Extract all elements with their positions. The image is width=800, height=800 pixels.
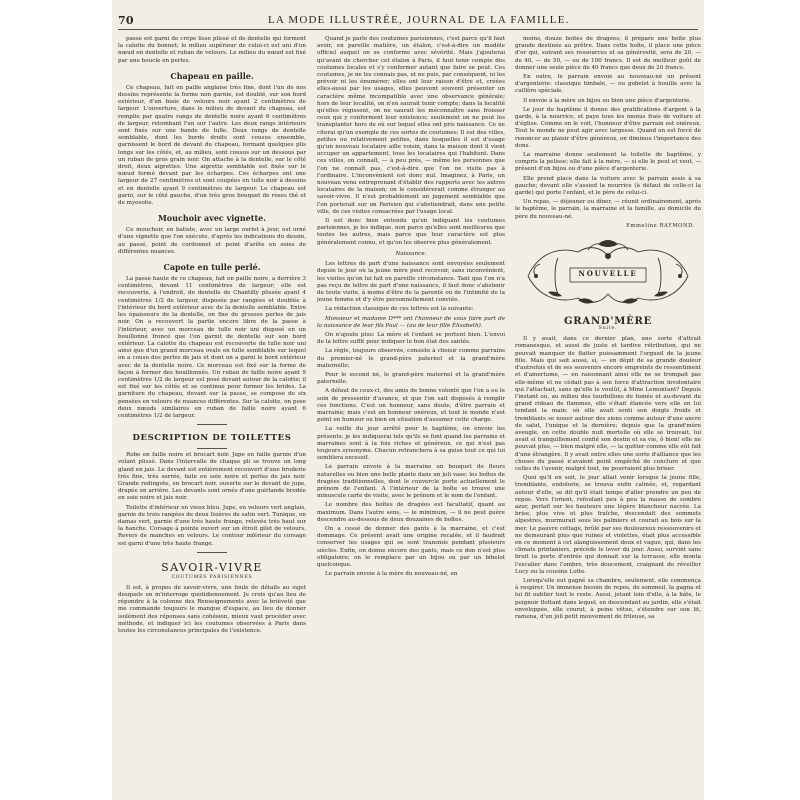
paragraph: Le nombre des boîtes de dragées est facultatif, quant au maximum. Dans l'autre sens, — le minimum, — il ne peut guère descendre au-dessous de deux douzaines de boîtes. [317, 502, 505, 523]
section-title-capote: Capote en tulle perlé. [163, 262, 261, 273]
divider [197, 424, 227, 425]
paragraph: Il est donc bien entendu qu'en indiquant les coutumes parisiennes, je les indique, non parce qu'elles sont meilleures que toutes les autres, mais parce que leur caractère est plus généralement connu, et qu'on les observe plus généralement. [317, 218, 505, 246]
paragraph: La passe haute de ce chapeau, fait en paille noire, a derrière 3 centimètres, devant 11 centimètres de largeur; elle est recouverte, à l'endroit, de dentelle de Chantilly plissée ayant 4 centimètres 1/2 de largeur, disposée par rangées et doublée à l'intérieur du bord extérieur avec de la dentelle semblable. Entre les épaisseurs de la dentelle, on fixe de grosses perles de jais noir. On a recouvert la partie encore libre de la passe à l'intérieur, avec un morceau de tulle noir uni disposé en un bouillonné froncé que l'on garnit de dentelle sur son bord extérieur. La calotte du chapeau est recouverte de tulle noir uni ainsi que d'un grand morceau ovale en tulle semblable sur lequel on a cousu des perles de jais et dont on a garni le bord extérieur avec de la dentelle noire. Ce morceau est fixé sur la forme de façon à former des bouillonnés. Un ruban de faille noire ayant 9 centimètres 1/2 de largeur est posé devant autour de la calotte; il est fixé sur les côtés et se continue pour former les brides. La garniture du chapeau, devant sur la passe, se compose de six pensées en velours de nuances différentes. Sur la calotte, on pose deux nœuds similaires en ruban de faille noire ayant 6 centimètres 1/2 de largeur. [118, 276, 306, 419]
paragraph: Il envoie à la mère un bijou ou bien une pièce d'argenterie. [523, 97, 692, 104]
header-rule [118, 29, 698, 30]
paragraph: Lorsqu'elle eut gagné sa chambre, seulement, elle commença à respirer. Un immense besoin de repos, de sommeil, la gagna et lui fit oublier tout le reste. Aussi, jetant loin d'elle, à la hâte, le peignoir flottant dans lequel, en descendant au jardin, elle s'était enveloppée, elle courut, à peine vêtue, s'étendre sur son lit, ramena, d'un joli petit mouvement de frileuse, sa [515, 577, 701, 620]
paragraph: Le parrain envoie à la marraine un bouquet de fleurs naturelles ou bien une belle plante dans un joli vase; les boîtes de dragées traditionnelles, dont le couvercle porte actuellement le prénom de l'enfant. A l'intérieur de la boîte se trouve une minuscule carte de visite, avec le prénom et le nom de l'enfant. [317, 464, 505, 500]
divider [197, 448, 227, 449]
section-title-chapeau: Chapeau en paille. [170, 70, 254, 81]
paragraph: Les lettres de part d'une naissance sont envoyées seulement depuis le jour où la jeune mère peut recevoir, sans inconvénient, les visites qu'on lui fait en pareille circonstance. Tant que l'on n'a pas reçu de lettre de part d'une naissance, il faut donc s'abstenir de toute visite, à moins d'être de la parenté ou de l'intimité de la jeune femme et d'y être personnellement conviée. [317, 261, 505, 304]
column-3 [515, 36, 701, 796]
journal-title: LA MODE ILLUSTRÉE, JOURNAL DE LA FAMILLE. [268, 14, 570, 26]
story-subtitle: Suite. [598, 326, 618, 332]
paragraph: Robe en faille noire et brocart noir. Jupe en faille garnie d'un volant plissé. Dans l'intervalle de chaque pli se trouve un long gland en jais. Le devant est entièrement recouvert d'une broderie très fine, très serrée, faite en soie noire et perles de jais noir. Grande redingote, en brocart noir, ouverte sur le devant de jupe, drapée en arrière. Les devants sont ornés d'une guirlande brodée en soie noire et jais noir. [118, 452, 306, 502]
page-number: 70 [118, 14, 134, 27]
section-title-savoir-vivre: SAVOIR-VIVRE [161, 560, 263, 574]
page [112, 0, 704, 800]
paragraph: Pour le second né, le grand-père maternel et la grand'mère paternelle. [317, 371, 505, 386]
banner-word: NOUVELLE [578, 269, 638, 279]
paragraph: On n'ajoute plus: La mère et l'enfant se portent bien. L'envoi de la lettre suffit pour indiquer le bon état des santés. [317, 331, 505, 346]
paragraph: La veille du jour arrêté pour le baptême, on envoie les présents; je les indiquerai tels qu'ils se font quand les parrains et marraines sont à la fois riches et généreux, ce qui n'est pas toujours synonyme. Chacun retranchera à sa guise tout ce qui lui semblera excessif. [317, 426, 505, 462]
section-subtitle: COUTUMES PARISIENNES [171, 574, 253, 580]
paragraph: Monsieur et madame D*** ont l'honneur de vous faire part de la naissance de leur fils Paul — (ou de leur fille Élisabeth). [317, 315, 505, 329]
paragraph: On a cessé de donner des gants à la marraine, et c'est dommage. Ce présent avait une origine recalée, et il faudrait conserver les usages qui se sont transmis pendant plusieurs siècles. Enfin, on donne encore des gants, mais ce don n'est plus obligatoire; on le remplace par un bijou ou par un bibelot quelconque. [317, 526, 505, 569]
paragraph: Quoi qu'il en soit, le jour allait venir lorsque la jeune fille, tremblante, endolorie, se trouva enfin calmée, et, regardant autour d'elle, se dit qu'il était temps d'aller prendre un peu de repos. Vers l'orient, refoulant peu à peu la masse de sombre azur, perlait sur les hauteurs une légère blancheur nacrée. La brise, plus vive et plus fraîche, descendait des sommets alpestres, murmurait sous les palmiers et courait au bois sur la mer. Le pauvre cottage, brûlé par ses douloureux ressouvenirs et ne demeurant plus que ruines et violettes, était plus accessible en ce moment à cet alanguissement doux et vague, qui, dans les climats printaniers, précède le lever du jour. Aussi, survint sans bruit la porte d'entrée qui donnait sur la terrasse, elle monta l'escalier dans l'ombre, très doucement, craignant de réveiller Lucy ou la cousine Lotte. [515, 475, 701, 575]
paragraph: La rédaction classique de ces lettres est la suivante: [325, 306, 474, 313]
paragraph: Il y avait, dans ce dernier plan, une sorte d'attrait romanesque, et aussi de juste et tardive rétribution, qui ne pouvait manquer de flatter puissamment l'orgueil de la jeune fille. Mais qui sait aussi, si, — en dépit de sa grande douleur d'autrefois et de ses souvenirs encore empreints de ressentiment et d'amertume, — en raisonnant ainsi elle ne se trompait pas elle-même et ne cédait pas à son force d'attraction involontaire qui l'attachait, sans qu'elle le voulût, à Mme Lemontant? Depuis l'instant où, au milieu des tourbillons de fumée et au-devant du grand rideau de flammes, elle s'était élancée vers elle en lui tendant la main; où elle avait senti son doigts froids et tremblants se nouer autour des siens comme autour d'une ancre de salut, l'unique et la dernière; depuis que la grand'mère aveugle, en cette double nuit mortelle où elle se trouvait, lui avait si tranquillement confié son destin et sa vie, ô bien! elle ne pouvait plus, — bien malgré elle, — la quitter comme elle eût fait d'une étrangère. Il y avait entre elles une sorte d'alliance que les choses du passé n'avaient point empêché de conclure et que celles de l'avenir, malgré tout, ne pourraient plus briser. [515, 336, 701, 472]
column-1 [118, 36, 306, 796]
paragraph: passe est garni de crêpe lisse plissé et de dentelle qui forment la calotte du bonnet; le milieu supérieur de celui-ci est uni d'un nœud en dentelle et ruban de velours. Le milieu du nœud est fixé par une boucle en perles. [118, 36, 306, 64]
paragraph: La règle, toujours observée, consiste à choisir comme parrains du premier-né le grand-père paternel et la grand'mère maternelle; [317, 348, 505, 369]
paragraph: La marraine donne seulement la toilette de baptême, y compris la pelisse; elle fait à la mère, — si elle le peut et veut, — présent d'un bijou ou d'une pièce d'argenterie. [515, 152, 701, 173]
paragraph: A défaut de ceux-ci, des amis de bonne volonté que l'on a eu le soin de pressentir d'avance, et que l'on sait disposés à remplir ces fonctions. C'est un honneur, sans doute, d'être parrain et marraine; mais c'est un honneur onéreux, et tout le monde n'est point en humeur ou bien en situation d'assumer cette charge. [317, 388, 505, 424]
paragraph: Il est, à propos de savoir-vivre, une foule de détails au sujet desquels on m'interroge quotidiennement. Je crois qu'au lieu de répondre à la colonne des Renseignements avec la brièveté que me commande toujours le manque d'espace, au lieu de donner isolément des réponses sans cohésion, mieux vaut procéder avec méthode, et indiquer ici les coutumes observées à Paris dans toutes les circonstances principales de l'existence. [118, 584, 306, 634]
paragraph: Le parrain envoie à la mère du nouveau-né, en [325, 571, 458, 578]
running-header [118, 14, 698, 28]
paragraph: Un repas, — déjeuner ou dîner, — réunit ordinairement, après le baptême, le parrain, la marraine et la famille, au domicile du père du nouveau-né. [515, 199, 701, 220]
divider [197, 552, 227, 553]
section-title-mouchoir: Mouchoir avec vignette. [157, 213, 267, 224]
paragraph: En outre, le parrain envoie au nouveau-né un présent d'argenterie: classique timbale, — ou gobelet à houille avec la cuillère spéciale. [515, 74, 701, 95]
paragraph: Ce mouchoir, en batiste, avec un large ourlet à jour, est orné d'une vignette que l'on exécute, d'après les indications du dessin, au passé, point de cordonnet et point d'arête en soies de différentes nuances. [118, 227, 306, 255]
paragraph: Quand je parle des coutumes parisiennes, c'est parce qu'il faut avoir, en pareille matière, un étalon, c'est-à-dire un modèle officiel auquel on se conforme avec sévérité. Mais j'ajouterai qu'avant de chercher cet étalon à Paris, il faut tenir compte des coutumes locales et s'y conformer autant que faire se peut. Ces coutumes, je ne les connais pas, et ne puis, par conséquent, ni les prévoir ni les énumérer; elles ont leur raison d'être et, créées elles-aussi par les usages, elles peuvent souvent présenter un caractère même incompatible avec une observance générale; hors de leur localité, on n'en saurait tenir compte; dans la localité qu'elles régissent, on ne saurait les méconnaître sans froisser ceux qui y conforment leur existence; seulement on ne peut les transplanter hors de où sur lequel elles ont pris naissance. Ce ne citerai qu'un exemple de ces sortes de coutumes: Il est des villes, petites ou relativement petites, dans lesquelles il est d'usage qu'un nouveau locataire aille voisin, dans la maison dont il vient occuper un appartement, tous les locataires qui l'habitent. Dans ces villes, on connaît, — à peu près, — même les personnes que l'on ne connaît pas, c'est-à-dire que l'on ne visite pas à l'ordinaire. L'inconvénient est donc nul. Imaginez, à Paris, un nouveau venu entreprenant d'établir des rapports avec les autres locataires de la maison; on le considérerait comme étranger au savoir-vivre. Il n'est probablement un jugement semblable que l'on porterait sur un Parisien qui s'abstiendrait, dans une petite ville, de ces visites consacrées par l'usage local. [317, 36, 505, 215]
nouvelle-banner [518, 236, 698, 312]
author-signature: Emmeline RAYMOND. [626, 222, 695, 229]
section-title-naissance: Naissance. [395, 250, 427, 257]
paragraph: Elle prend place dans la voiture avec le parrain assis à sa gauche; devant elle s'assied la nourrice (à défaut de celle-ci la garde) qui porte l'enfant, et le père de celui-ci. [515, 175, 701, 197]
story-title: GRAND'MÈRE [563, 316, 653, 328]
section-title-toilettes: DESCRIPTION DE TOILETTES [132, 433, 292, 444]
paragraph: moins, douze boîtes de dragées; il prépare une boîte plus grande destinée au prêtre. Dans cette boîte, il place une pièce d'or qui, suivant ses ressources et sa générosité, sera de 20, — de 40, — de 50, — ou de 100 francs. Il est de meilleur goût de donner une seule pièce de 40 francs que deux de 20 francs. [515, 36, 701, 71]
paragraph: Le jour du baptême il donne des gratifications d'argent à la garde, à la nourrice, et paye tous les menus frais de voiture et d'église. Comme on le voit, l'honneur d'être parrain est onéreux. Tout le monde ne peut agir avec largesse. Quand on est forcé de renoncer au plaisir d'être généreux, on diminue l'importance des dons. [515, 106, 701, 149]
paragraph: Toilette d'intérieur en vieux bleu. Jupe, en velours vert anglais, garnie de trois rangées de deux lisières de satin vert. Tunique, en damas vert, garnie d'une très haute frange, relevée très haut sur la hanche. Corsage à pointe ouvert sur un étroit gilet de velours. Revers de manches en velours. Le contour inférieur du corsage est garni d'une très haute frange. [118, 504, 306, 547]
column-2 [317, 36, 505, 796]
paragraph: Ce chapeau, fait en paille anglaise très fine, dont l'un de nos dessins représente la forme non garnie, est doublé, sur son bord extérieur, d'un biais de velours noir ayant 2 centimètres de largeur. L'ouverture, dans le milieu de devant du chapeau, est remplie par quatre rangs de dentelle noire ayant 6 centimètres de largeur, retombant l'un sur l'autre. Les deux rangs intérieurs sont fixés sur une bande de tulle. Deux rangs de dentelle semblable, dont les bords droits sont cousus ensemble, garnissent le bord de devant du chapeau, formant quelques plis longs sur les côtés, et, au milieu, sont cousus sur un dessous par un ruban de gros grain noir. On attache à la dentelle, sur le côté droit, deux aigrettes. Une aigrette semblable est fixée sur le nœud formé devant par les écharpes. Ces écharpes ont une largeur de 27 centimètres et sont coupées en tulle noir à dessins et en dentelle ayant 9 centimètres de largeur. Le chapeau est garni, sur le côté gauche, d'un très gros bouquet de roses thé et de myosotis. [118, 84, 306, 207]
